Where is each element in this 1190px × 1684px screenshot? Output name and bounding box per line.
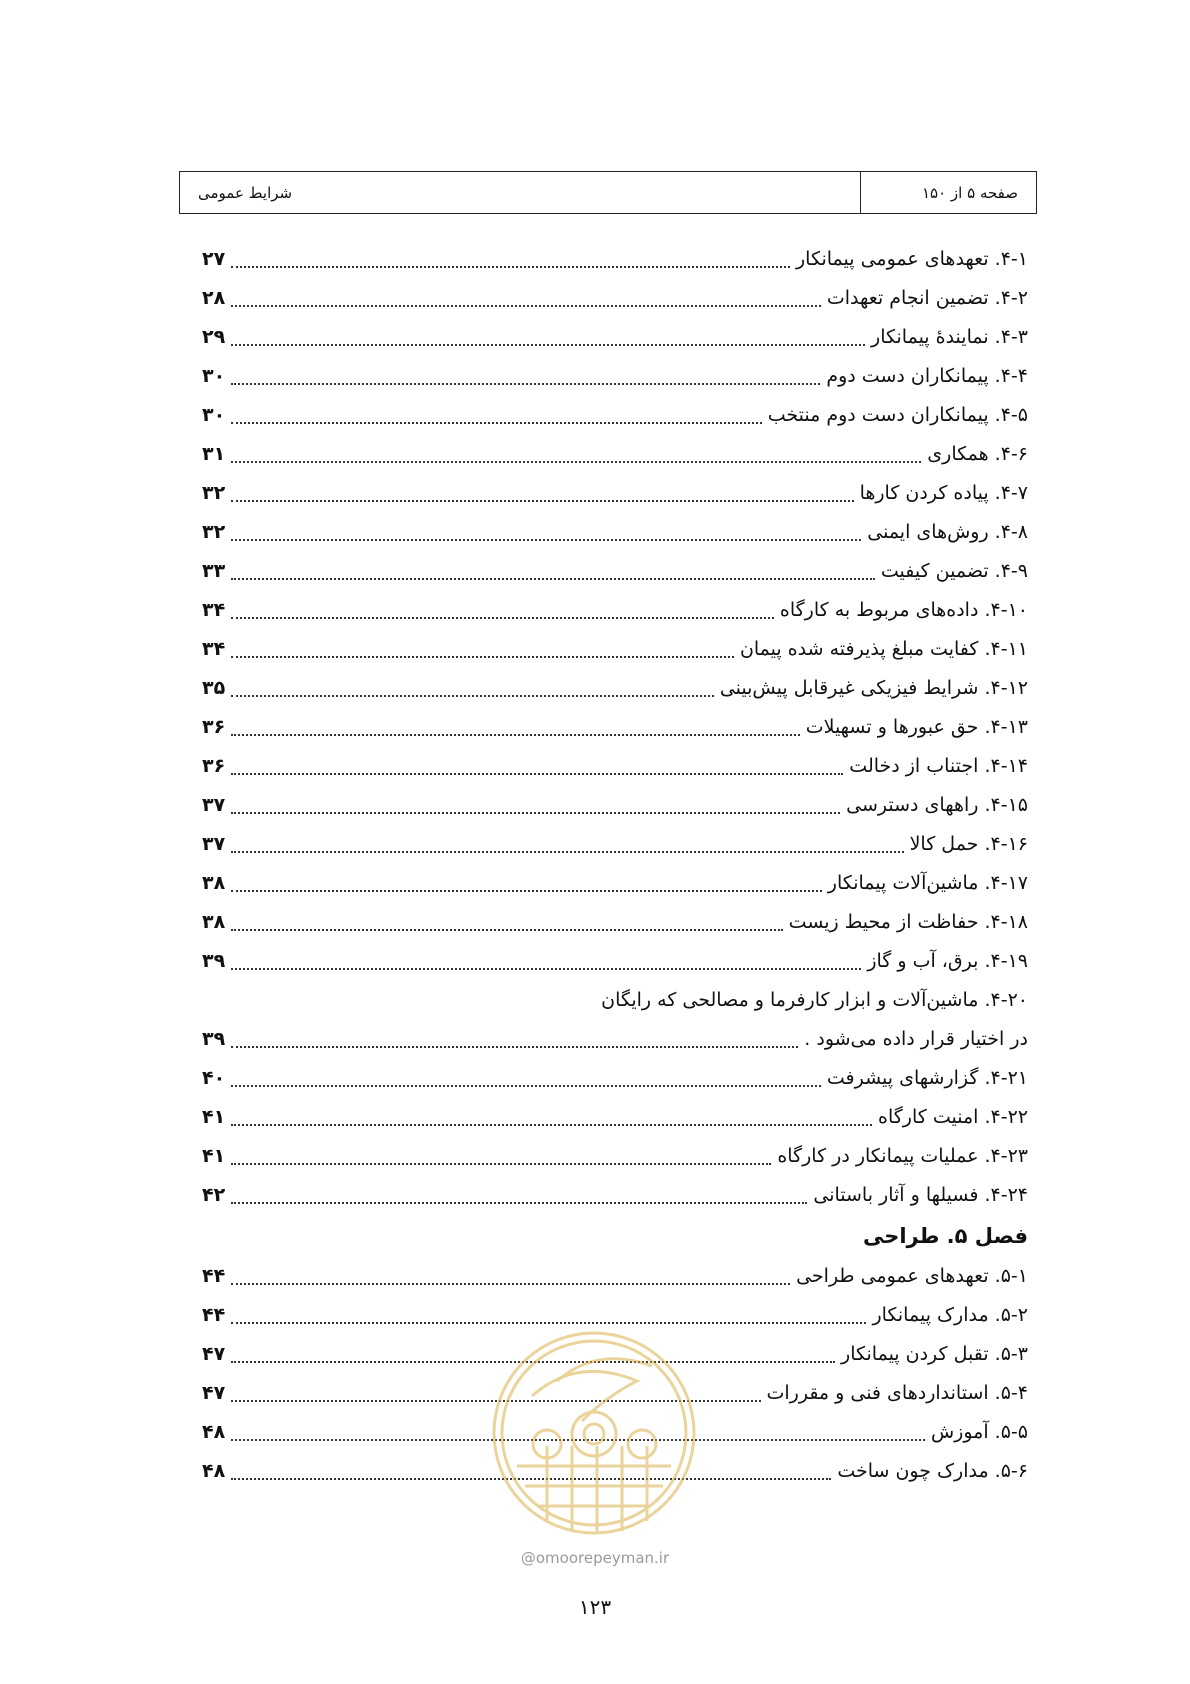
toc-entry	[202, 669, 1028, 708]
toc-entry-page: ۳۱	[202, 443, 226, 465]
toc-entry-page: ۳۷	[202, 794, 226, 816]
toc-dot-leader	[231, 773, 843, 775]
toc-entry-label: ۵-۳. تقبل کردن پیمانکار	[841, 1343, 1028, 1365]
toc-entry	[202, 903, 1028, 942]
toc-dot-leader	[231, 812, 840, 814]
toc-dot-leader	[231, 1202, 807, 1204]
toc-entry-label: ۴-۹. تضمین کیفیت	[880, 560, 1028, 582]
toc-entry-page: ۳۰	[202, 365, 226, 387]
toc-entry-label: ۵-۲. مدارک پیمانکار	[872, 1304, 1028, 1326]
toc-entry-label: ۴-۱۷. ماشین‌آلات پیمانکار	[827, 872, 1028, 894]
toc-entry-page: ۴۴	[202, 1265, 226, 1287]
toc-entry-label: ۴-۱۱. کفایت مبلغ پذیرفته شده پیمان	[739, 638, 1028, 660]
toc-entry	[202, 513, 1028, 552]
toc-dot-leader	[231, 422, 762, 424]
toc-entry-label: ۴-۱. تعهدهای عمومی پیمانکار	[796, 248, 1028, 270]
watermark-site: @omoorepeyman.ir	[520, 1549, 670, 1567]
toc-dot-leader	[231, 968, 861, 970]
toc-dot-leader	[231, 461, 921, 463]
toc-entry-page: ۳۶	[202, 716, 226, 738]
table-of-contents	[202, 240, 1028, 1491]
toc-entry	[202, 1137, 1028, 1176]
toc-dot-leader	[231, 500, 853, 502]
toc-entry-label: ۴-۲. تضمین انجام تعهدات	[826, 287, 1028, 309]
toc-dot-leader	[231, 734, 800, 736]
toc-entry-label: ۴-۳. نمایندهٔ پیمانکار	[871, 326, 1028, 348]
page-header	[179, 171, 1037, 214]
toc-entry-label: ۴-۱۹. برق، آب و گاز	[867, 950, 1028, 972]
toc-entry-page: ۳۴	[202, 599, 226, 621]
toc-entry-page: ۳۲	[202, 521, 226, 543]
toc-entry-page: ۴۲	[202, 1184, 226, 1206]
toc-entry-page: ۲۸	[202, 287, 226, 309]
toc-entry-page: ۴۷	[202, 1382, 226, 1404]
toc-entry-label: ۵-۶. مدارک چون ساخت	[837, 1460, 1028, 1482]
toc-entry	[202, 747, 1028, 786]
toc-entry	[202, 435, 1028, 474]
toc-entry-page: ۴۱	[202, 1145, 226, 1167]
toc-entry	[202, 357, 1028, 396]
toc-dot-leader	[231, 1283, 790, 1285]
toc-entry-label: ۵-۵. آموزش	[930, 1421, 1028, 1443]
toc-entry	[202, 474, 1028, 513]
toc-entry	[202, 981, 1028, 1020]
toc-entry	[202, 591, 1028, 630]
header-title: شرایط عمومی	[198, 183, 293, 202]
toc-entry-page: ۳۳	[202, 560, 226, 582]
toc-dot-leader	[231, 1163, 771, 1165]
toc-chapter-heading	[202, 1215, 1028, 1257]
toc-entry-label: ۴-۴. پیمانکاران دست دوم	[826, 365, 1028, 387]
toc-entry-label: ۵-۱. تعهدهای عمومی طراحی	[796, 1265, 1028, 1287]
toc-entry	[202, 942, 1028, 981]
toc-entry-page: ۳۰	[202, 404, 226, 426]
toc-entry-page: ۳۵	[202, 677, 226, 699]
toc-entry-label: ۴-۵. پیمانکاران دست دوم منتخب	[767, 404, 1028, 426]
header-page-label: صفحه ۵ از ۱۵۰	[860, 172, 1036, 213]
toc-entry-label: ۴-۲۲. امنیت کارگاه	[878, 1106, 1028, 1128]
toc-entry	[202, 825, 1028, 864]
toc-dot-leader	[231, 344, 865, 346]
toc-entry-page: ۳۴	[202, 638, 226, 660]
toc-entry	[202, 240, 1028, 279]
toc-entry-page: ۳۹	[202, 950, 226, 972]
toc-entry-label: ۴-۷. پیاده کردن کارها	[859, 482, 1028, 504]
toc-entry	[202, 1257, 1028, 1296]
toc-entry	[202, 1176, 1028, 1215]
toc-entry-page: ۴۴	[202, 1304, 226, 1326]
toc-dot-leader	[231, 890, 822, 892]
toc-entry	[202, 786, 1028, 825]
toc-entry-page: ۳۸	[202, 872, 226, 894]
toc-entry	[202, 318, 1028, 357]
toc-entry	[202, 1098, 1028, 1137]
toc-entry	[202, 864, 1028, 903]
toc-dot-leader	[231, 1124, 872, 1126]
toc-dot-leader	[231, 1046, 798, 1048]
toc-entry-page: ۲۷	[202, 248, 226, 270]
toc-entry-label: ۴-۲۱. گزارشهای پیشرفت	[826, 1067, 1028, 1089]
toc-entry	[202, 1059, 1028, 1098]
page-number: ۱۲۳	[578, 1595, 612, 1619]
toc-entry	[202, 552, 1028, 591]
toc-entry-page: ۴۷	[202, 1343, 226, 1365]
toc-entry-label: ۴-۲۰. ماشین‌آلات و ابزار کارفرما و مصالحی که رایگان	[601, 989, 1028, 1011]
toc-dot-leader	[231, 578, 875, 580]
toc-dot-leader	[231, 851, 903, 853]
toc-dot-leader	[231, 305, 821, 307]
toc-entry-label: در اختیار قرار داده می‌شود .	[804, 1028, 1028, 1050]
toc-entry-label: ۴-۱۰. داده‌های مربوط به کارگاه	[779, 599, 1028, 621]
toc-dot-leader	[231, 656, 734, 658]
toc-dot-leader	[231, 1322, 866, 1324]
toc-dot-leader	[231, 266, 790, 268]
toc-entry	[202, 1020, 1028, 1059]
toc-dot-leader	[231, 617, 774, 619]
toc-entry-label: فصل ۵. طراحی	[862, 1223, 1028, 1248]
toc-entry	[202, 396, 1028, 435]
toc-entry-label: ۴-۲۴. فسیلها و آثار باستانی	[813, 1184, 1028, 1206]
toc-entry-label: ۴-۱۳. حق عبورها و تسهیلات	[805, 716, 1028, 738]
watermark-logo-icon	[487, 1326, 701, 1540]
toc-entry	[202, 708, 1028, 747]
toc-dot-leader	[231, 929, 782, 931]
toc-dot-leader	[231, 695, 714, 697]
toc-entry-page: ۳۲	[202, 482, 226, 504]
toc-entry	[202, 630, 1028, 669]
toc-entry-label: ۴-۸. روش‌های ایمنی	[867, 521, 1028, 543]
toc-entry	[202, 279, 1028, 318]
toc-entry-label: ۴-۲۳. عملیات پیمانکار در کارگاه	[777, 1145, 1028, 1167]
toc-entry-page: ۳۷	[202, 833, 226, 855]
toc-entry-label: ۵-۴. استانداردهای فنی و مقررات	[766, 1382, 1028, 1404]
toc-dot-leader	[231, 383, 820, 385]
toc-entry-page: ۴۸	[202, 1460, 226, 1482]
toc-dot-leader	[231, 539, 861, 541]
toc-entry-label: ۴-۱۶. حمل کالا	[909, 833, 1028, 855]
toc-entry-page: ۳۸	[202, 911, 226, 933]
toc-dot-leader	[231, 1085, 821, 1087]
toc-entry-page: ۳۹	[202, 1028, 226, 1050]
toc-entry-label: ۴-۱۴. اجتناب از دخالت	[849, 755, 1028, 777]
toc-entry-page: ۲۹	[202, 326, 226, 348]
toc-entry-page: ۳۶	[202, 755, 226, 777]
toc-entry-label: ۴-۱۸. حفاظت از محیط زیست	[788, 911, 1028, 933]
toc-entry-page: ۴۸	[202, 1421, 226, 1443]
toc-entry-page: ۴۰	[202, 1067, 226, 1089]
toc-entry-label: ۴-۱۲. شرایط فیزیکی غیرقابل پیش‌بینی	[719, 677, 1028, 699]
toc-entry-label: ۴-۱۵. راههای دسترسی	[846, 794, 1028, 816]
toc-entry-label: ۴-۶. همکاری	[927, 443, 1028, 465]
toc-entry-page: ۴۱	[202, 1106, 226, 1128]
